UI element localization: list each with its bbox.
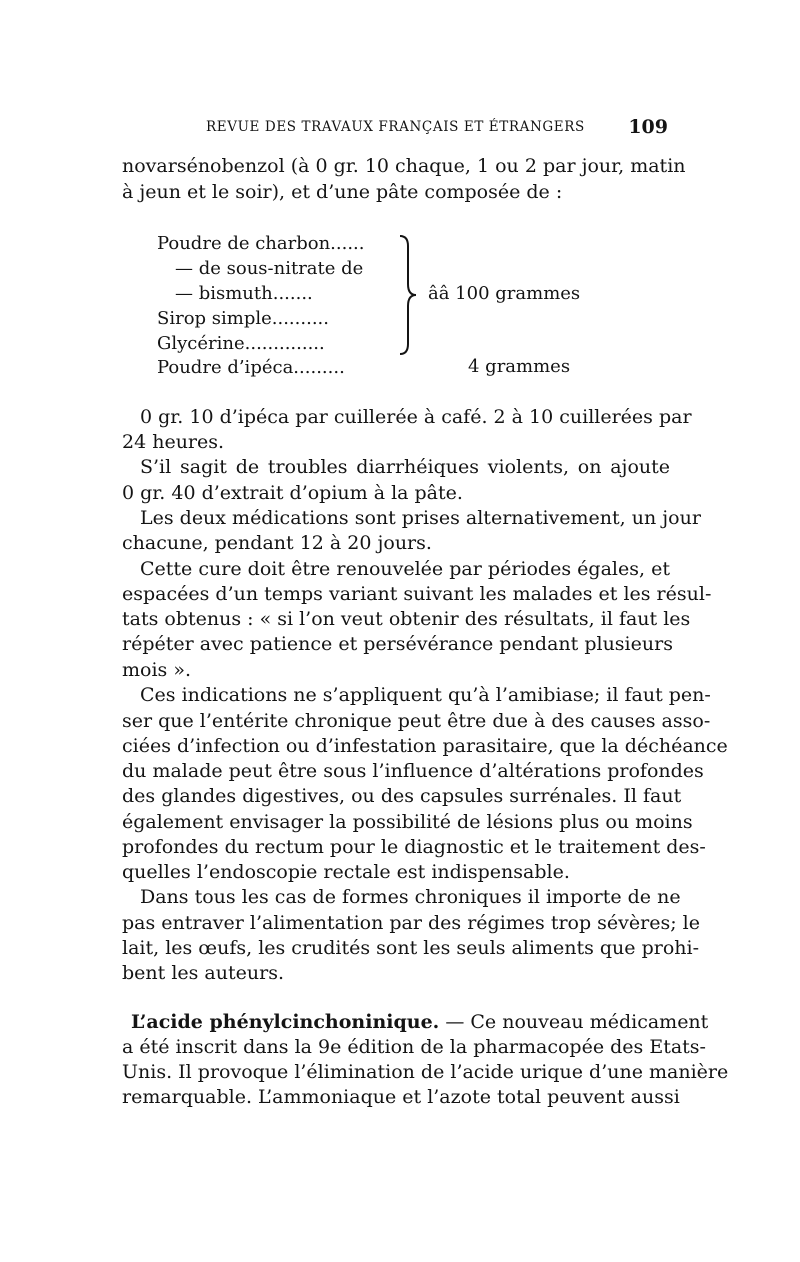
text-line: du malade peut être sous l’influence d’altérations profondes [122,760,704,782]
recipe-item: — de sous-nitrate de [175,258,364,279]
section-heading: L’acide phénylcinchoninique. [131,1011,440,1033]
recipe-item: Poudre de charbon...... [157,233,365,254]
text-line: a été inscrit dans la 9e édition de la pharmacopée des Etats- [122,1036,706,1058]
text-line: quelles l’endoscopie rectale est indispensable. [122,861,570,883]
text-line: espacées d’un temps variant suivant les malades et les résul- [122,583,712,605]
text-line: lait, les œufs, les crudités sont les seuls aliments que prohi- [122,937,699,959]
text-line: Ces indications ne s’appliquent qu’à l’amibiase; il faut pen- [140,684,711,706]
text-line: bent les auteurs. [122,962,284,984]
text-line: chacune, pendant 12 à 20 jours. [122,532,432,554]
text-line: 24 heures. [122,431,225,453]
text-line: Les deux médications sont prises alternativement, un jour [140,507,701,529]
text-line: S’il sagit de troubles diarrhéiques violents, on ajoute [140,456,670,478]
text-line: tats obtenus : « si l’on veut obtenir des résultats, il faut les [122,608,691,630]
recipe-item: — bismuth....... [175,283,313,304]
text-line: mois ». [122,659,191,681]
text-line: Cette cure doit être renouvelée par périodes égales, et [140,558,670,580]
text-line: ser que l’entérite chronique peut être due à des causes asso- [122,710,711,732]
text-line: profondes du rectum pour le diagnostic et le traitement des- [122,836,706,858]
single-quantity: 4 grammes [468,356,571,377]
section-first-line-rest: Ce nouveau médicament [470,1011,709,1033]
text-line: des glandes digestives, ou des capsules surrénales. Il faut [122,785,682,807]
grouped-quantity: ââ 100 grammes [428,283,581,304]
running-title: REVUE DES TRAVAUX FRANÇAIS ET ÉTRANGERS [206,119,585,135]
text-line: Unis. Il provoque l’élimination de l’acide urique d’une manière [122,1061,729,1083]
page-number: 109 [628,116,668,138]
text-line: également envisager la possibilité de lésions plus ou moins [122,811,693,833]
text-line: répéter avec patience et persévérance pendant plusieurs [122,633,673,655]
text-line: Dans tous les cas de formes chroniques il importe de ne [140,886,681,908]
curly-brace [396,234,426,356]
text-line: ciées d’infection ou d’infestation parasitaire, que la déchéance [122,735,728,757]
recipe-item: Sirop simple.......... [157,308,329,329]
recipe-item: Poudre d’ipéca......... [157,357,345,378]
recipe-item: Glycérine.............. [157,333,325,354]
running-head [122,116,672,140]
text-line: pas entraver l’alimentation par des régimes trop sévères; le [122,912,700,934]
intro-line: novarsénobenzol (à 0 gr. 10 chaque, 1 ou 2 par jour, matin [122,155,686,177]
section-dash: — [439,1011,471,1033]
text-line: remarquable. L’ammoniaque et l’azote total peuvent aussi [122,1086,680,1108]
section-first-line [131,1010,709,1035]
text-line: 0 gr. 40 d’extrait d’opium à la pâte. [122,482,463,504]
intro-line: à jeun et le soir), et d’une pâte composée de : [122,181,563,203]
text-line: 0 gr. 10 d’ipéca par cuillerée à café. 2 à 10 cuillerées par [140,406,692,428]
